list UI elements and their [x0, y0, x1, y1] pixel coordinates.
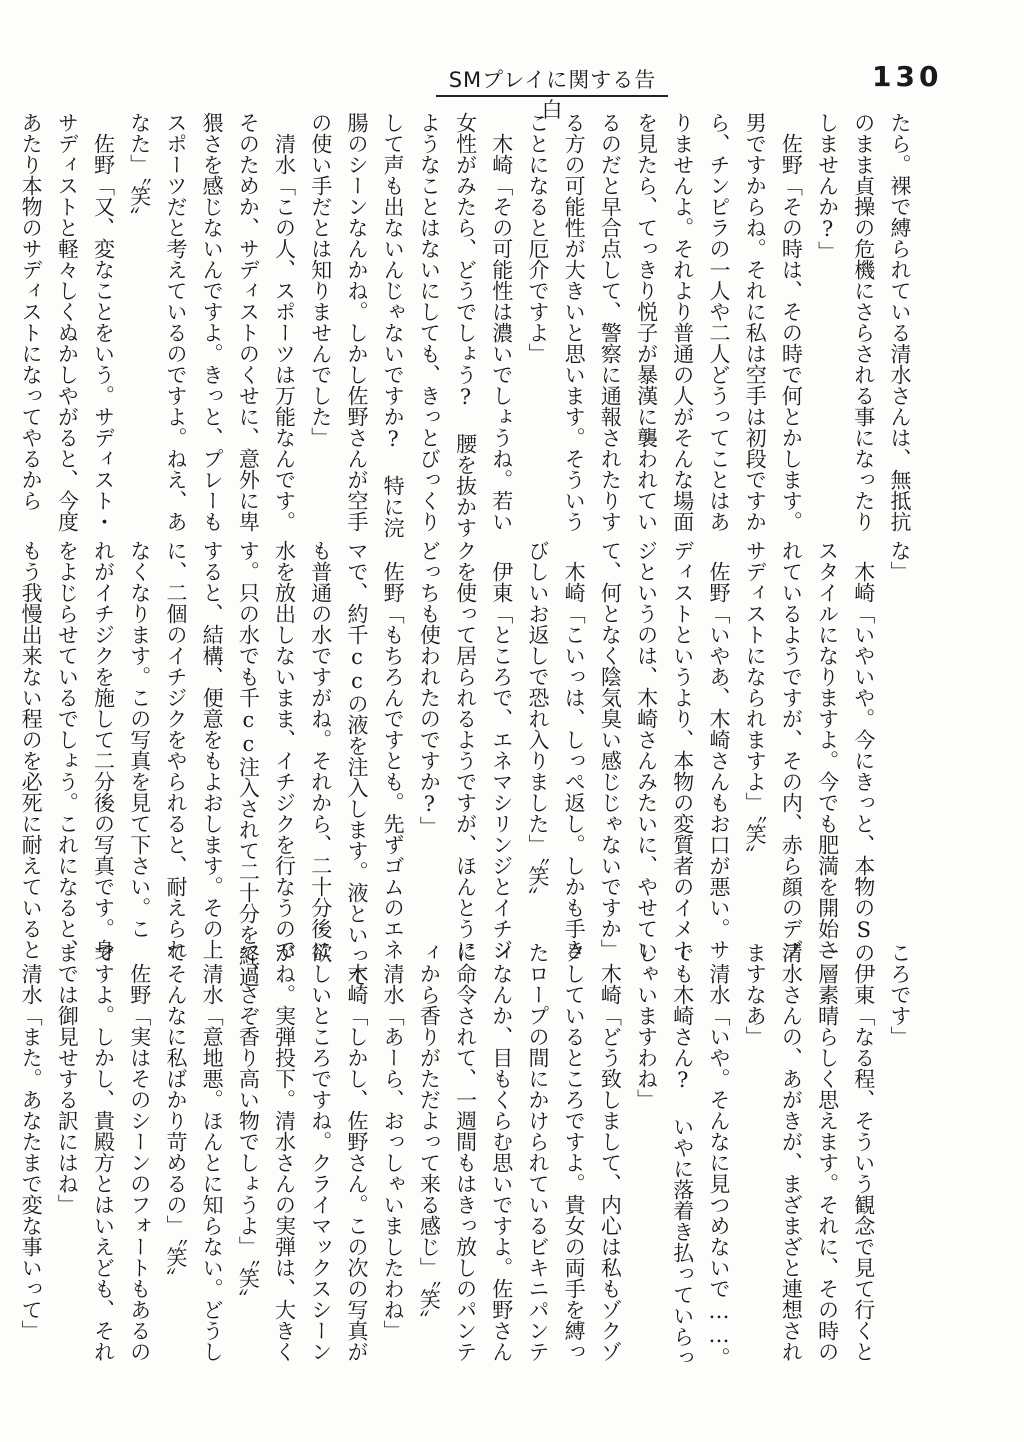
text-line: ィから香りがただよって来る感じ」〝笑〟 — [417, 942, 442, 1331]
text-line: 欲しいところですね。クライマックスシーン — [308, 942, 333, 1362]
text-line: どっちも使われたのですか?」 — [417, 540, 442, 837]
text-line: 木崎「どう致しまして、内心は私もゾクゾ — [598, 942, 623, 1362]
text-line: 猥さを感じないんですよ。きっと、プレーも — [200, 112, 225, 532]
text-line: でも木崎さん? いやに落着き払っていらっ — [670, 942, 695, 1368]
text-line: 佐野「いやあ、木崎さんもお口が悪い。サ — [706, 540, 731, 960]
text-line: ディストというより、本物の変質者のイメー — [670, 540, 695, 960]
text-line: までは御見せする訳にはね」 — [55, 942, 80, 1215]
text-tier-top — [19, 112, 918, 538]
text-line: 佐野「もちろんですとも。先ずゴムのエネ — [381, 540, 406, 960]
text-line: 女性がみたら、どうでしょう? 腰を抜かす — [453, 112, 478, 538]
text-line: 木崎「その可能性は濃いでしょうね。若い — [489, 112, 514, 532]
text-line: ころです」 — [888, 942, 912, 1047]
text-line: ジというのは、木崎さんみたいに、やせてい — [634, 540, 659, 960]
text-line: がね。実弾投下。清水さんの実弾は、大きく — [272, 942, 297, 1362]
text-line: ら、チンピラの一人や二人どうってことはあ — [706, 112, 731, 532]
text-line: れがイチジクを施して二分後の写真です。身 — [91, 540, 116, 960]
text-line: サディストと軽々しくぬかしやがると、今度 — [55, 112, 80, 532]
text-line: 清水「意地悪。ほんとに知らない。どうし — [200, 942, 225, 1362]
text-line: 清水「この人、スポーツは万能なんです。 — [272, 112, 297, 532]
text-line: ことになると厄介ですよ」 — [525, 112, 550, 364]
text-line: 清水「また。あなたまで変な事いって」 — [19, 942, 44, 1341]
text-line: ですよ。しかし、貴殿方とはいえども、それ — [91, 942, 116, 1362]
text-line: ますなあ」 — [743, 942, 768, 1047]
text-line: マで、約千ccの液を注入します。液といって — [344, 540, 369, 987]
text-line: 清水「いや。そんなに見つめないで……。 — [706, 942, 731, 1368]
text-tier-middle — [19, 540, 918, 987]
text-line: 佐野「又、変なことをいう。サディスト・ — [91, 112, 116, 532]
header-underline — [436, 95, 668, 97]
text-line: そのためか、サディストのくせに、意外に卑 — [236, 112, 261, 532]
text-line: 男ですからね。それに私は空手は初段ですか — [743, 112, 768, 532]
text-line: クしているところですよ。貴女の両手を縛っ — [562, 942, 587, 1362]
text-line: 木崎「しかし、佐野さん。この次の写真が — [344, 942, 369, 1362]
text-line: 木崎「こいっは、しっぺ返し。しかも手き — [562, 540, 587, 960]
text-line: スタイルになりますよ。今でも肥満を開始さ — [815, 540, 840, 960]
text-line: しゃいますわね」 — [634, 942, 659, 1110]
text-line: るのだと早合点して、警察に通報されたりす — [598, 112, 623, 532]
text-line: 一層素晴らしく思えます。それに、その時の — [815, 942, 840, 1362]
text-line: びしいお返しで恐れ入りました」〝笑〟 — [525, 540, 550, 908]
text-line: しませんか?」 — [815, 112, 840, 262]
text-line: て、さぞ香り高い物でしょうよ」〝笑〟 — [236, 942, 261, 1310]
text-line: 佐野「実はそのシーンのフォートもあるの — [127, 942, 152, 1362]
text-line: て、何となく陰気臭い感じじゃないですか」 — [598, 540, 623, 960]
text-line: てそんなに私ばかり苛めるの」〝笑〟 — [163, 942, 188, 1289]
text-line: ようなことはないにしても、きっとびっくり — [417, 112, 442, 532]
text-line: もう我慢出来ない程のを必死に耐えていると — [19, 540, 44, 960]
text-line: ィなんか、目もくらむ思いですよ。佐野さん — [489, 942, 514, 1362]
text-line: のまま貞操の危機にさらされる事になったり — [851, 112, 876, 532]
text-line: サディストになられますよ」〝笑〟 — [743, 540, 768, 866]
text-line: 佐野「その時は、その時で何とかします。 — [779, 112, 804, 532]
text-line: 伊東「なる程、そういう観念で見て行くと — [851, 942, 876, 1362]
text-line: たロープの間にかけられているビキニパンテ — [525, 942, 550, 1362]
text-line: たら。裸で縛られている清水さんは、無抵抗 — [888, 112, 912, 532]
text-line: の使い手だとは知りませんでした」 — [308, 112, 333, 448]
text-line: 伊東「ところで、エネマシリンジとイチジ — [489, 540, 514, 960]
text-line: スポーツだと考えているのですよ。ねえ、あ — [163, 112, 188, 532]
text-line: れているようですが、その内、赤ら顔のデブ — [779, 540, 804, 960]
text-line: す。只の水でも千cc注入されて二十分を経過 — [236, 540, 261, 987]
text-line: 腸のシーンなんかね。しかし佐野さんが空手 — [344, 112, 369, 532]
text-line: なくなります。この写真を見て下さい。こ — [127, 540, 152, 939]
text-line: すると、結構、便意をもよおします。その上 — [200, 540, 225, 960]
text-line: クを使って居られるようですが、ほんとうに — [453, 540, 478, 960]
page-number: 130 — [872, 60, 943, 93]
text-line: あたり本物のサディストになってやるから — [19, 112, 44, 511]
text-line: る方の可能性が大きいと思います。そういう — [562, 112, 587, 532]
text-line: 木崎「いやいや。今にきっと、本物のSの — [851, 540, 876, 963]
text-line: な」 — [888, 540, 912, 582]
text-line: に命令されて、一週間もはきっ放しのパンテ — [453, 942, 478, 1362]
text-line: して声も出ないんじゃないですか? 特に浣 — [381, 112, 406, 538]
text-line: 清水「あーら、おっしゃいましたわね」 — [381, 942, 406, 1341]
text-line: に、二個のイチジクをやられると、耐えられ — [163, 540, 188, 960]
running-header-title: SMプレイに関する告白 — [448, 68, 657, 122]
text-tier-bottom — [19, 942, 918, 1368]
text-line: なた」〝笑〟 — [127, 112, 152, 228]
text-line: も普通の水ですがね。それから、二十分後に — [308, 540, 333, 960]
text-line: を見たら、てっきり悦子が暴漢に襲われてい — [634, 112, 659, 532]
text-line: 水を放出しないまま、イチジクを行なうので — [272, 540, 297, 960]
text-line: 清水さんの、あがきが、まざまざと連想され — [779, 942, 804, 1362]
text-line: をよじらせているでしょう。これになると、 — [55, 540, 80, 960]
text-line: りませんよ。それより普通の人がそんな場面 — [670, 112, 695, 532]
